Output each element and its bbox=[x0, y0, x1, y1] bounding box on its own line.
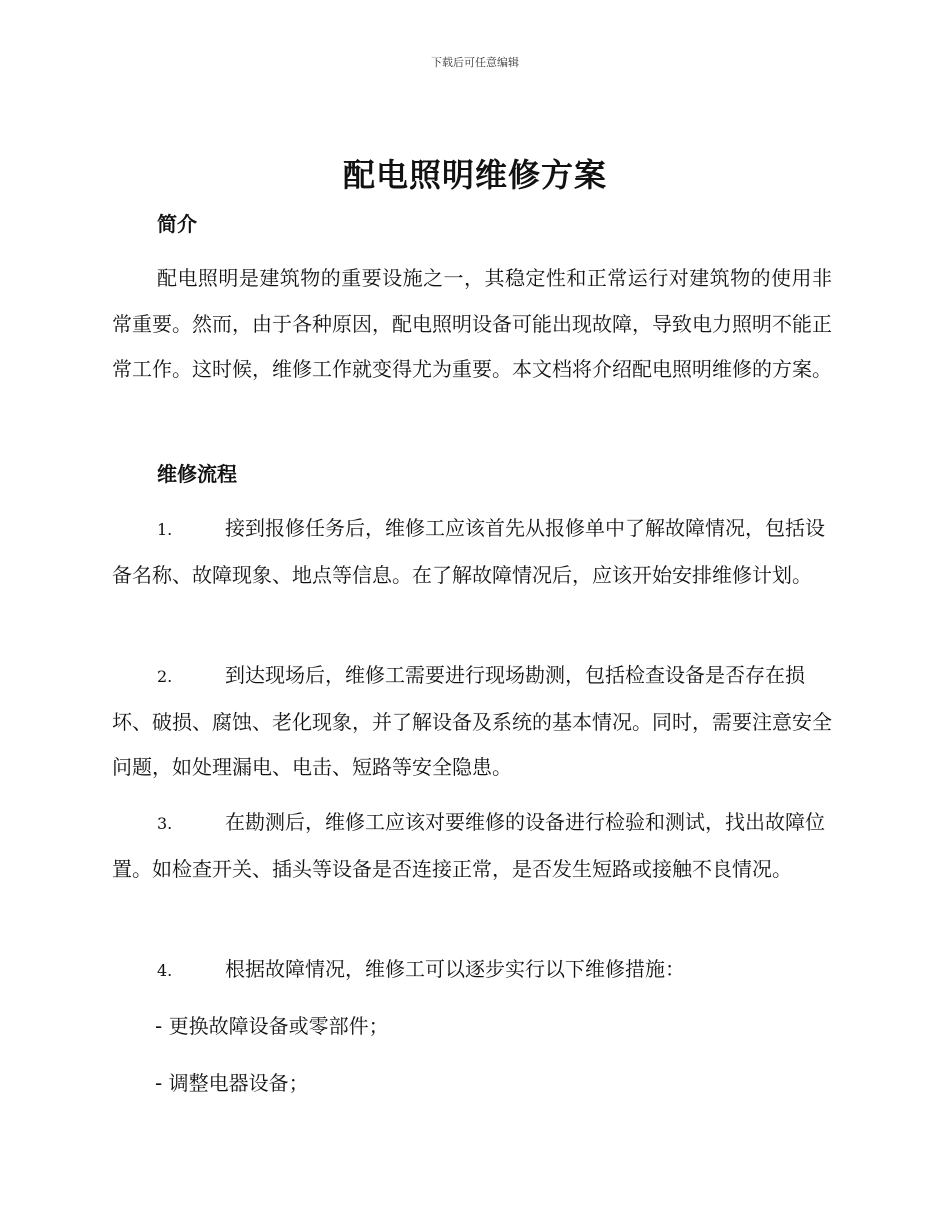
document-title: 配电照明维修方案 bbox=[342, 156, 607, 194]
step-number: 2. bbox=[157, 667, 173, 686]
measure-item: - 更换故障设备或零部件； bbox=[155, 1014, 389, 1038]
step-text: 接到报修任务后，维修工应该首先从报修单中了解故障情况，包括设备名称、故障现象、地点等信息。在了解故障情况后，应该开始安排维修计划。 bbox=[112, 516, 825, 587]
process-step bbox=[112, 947, 832, 994]
step-text: 根据故障情况，维修工可以逐步实行以下维修措施： bbox=[225, 957, 685, 981]
step-text: 到达现场后，维修工需要进行现场勘测，包括检查设备是否存在损坏、破损、腐蚀、老化现象，并了解设备及系统的基本情况。同时，需要注意安全问题，如处理漏电、电击、短路等安全隐患。 bbox=[112, 663, 832, 779]
step-text: 在勘测后，维修工应该对要维修的设备进行检验和测试，找出故障位置。如检查开关、插头等设备是否连接正常，是否发生短路或接触不良情况。 bbox=[112, 810, 825, 881]
measure-item: - 调整电器设备； bbox=[155, 1071, 309, 1095]
section-heading-intro: 简介 bbox=[157, 212, 197, 236]
step-number: 1. bbox=[157, 520, 173, 539]
section-heading-process: 维修流程 bbox=[157, 462, 237, 486]
step-number: 3. bbox=[157, 814, 173, 833]
header-note: 下载后可任意编辑 bbox=[431, 56, 519, 69]
process-step bbox=[112, 800, 832, 892]
step-number: 4. bbox=[157, 961, 173, 980]
intro-paragraph: 配电照明是建筑物的重要设施之一，其稳定性和正常运行对建筑物的使用非常重要。然而，由于各种原因，配电照明设备可能出现故障，导致电力照明不能正常工作。这时候，维修工作就变得尤为重要。本文档将介绍配电照明维修的方案。 bbox=[112, 266, 832, 381]
process-step bbox=[112, 653, 832, 791]
process-step bbox=[112, 506, 832, 598]
